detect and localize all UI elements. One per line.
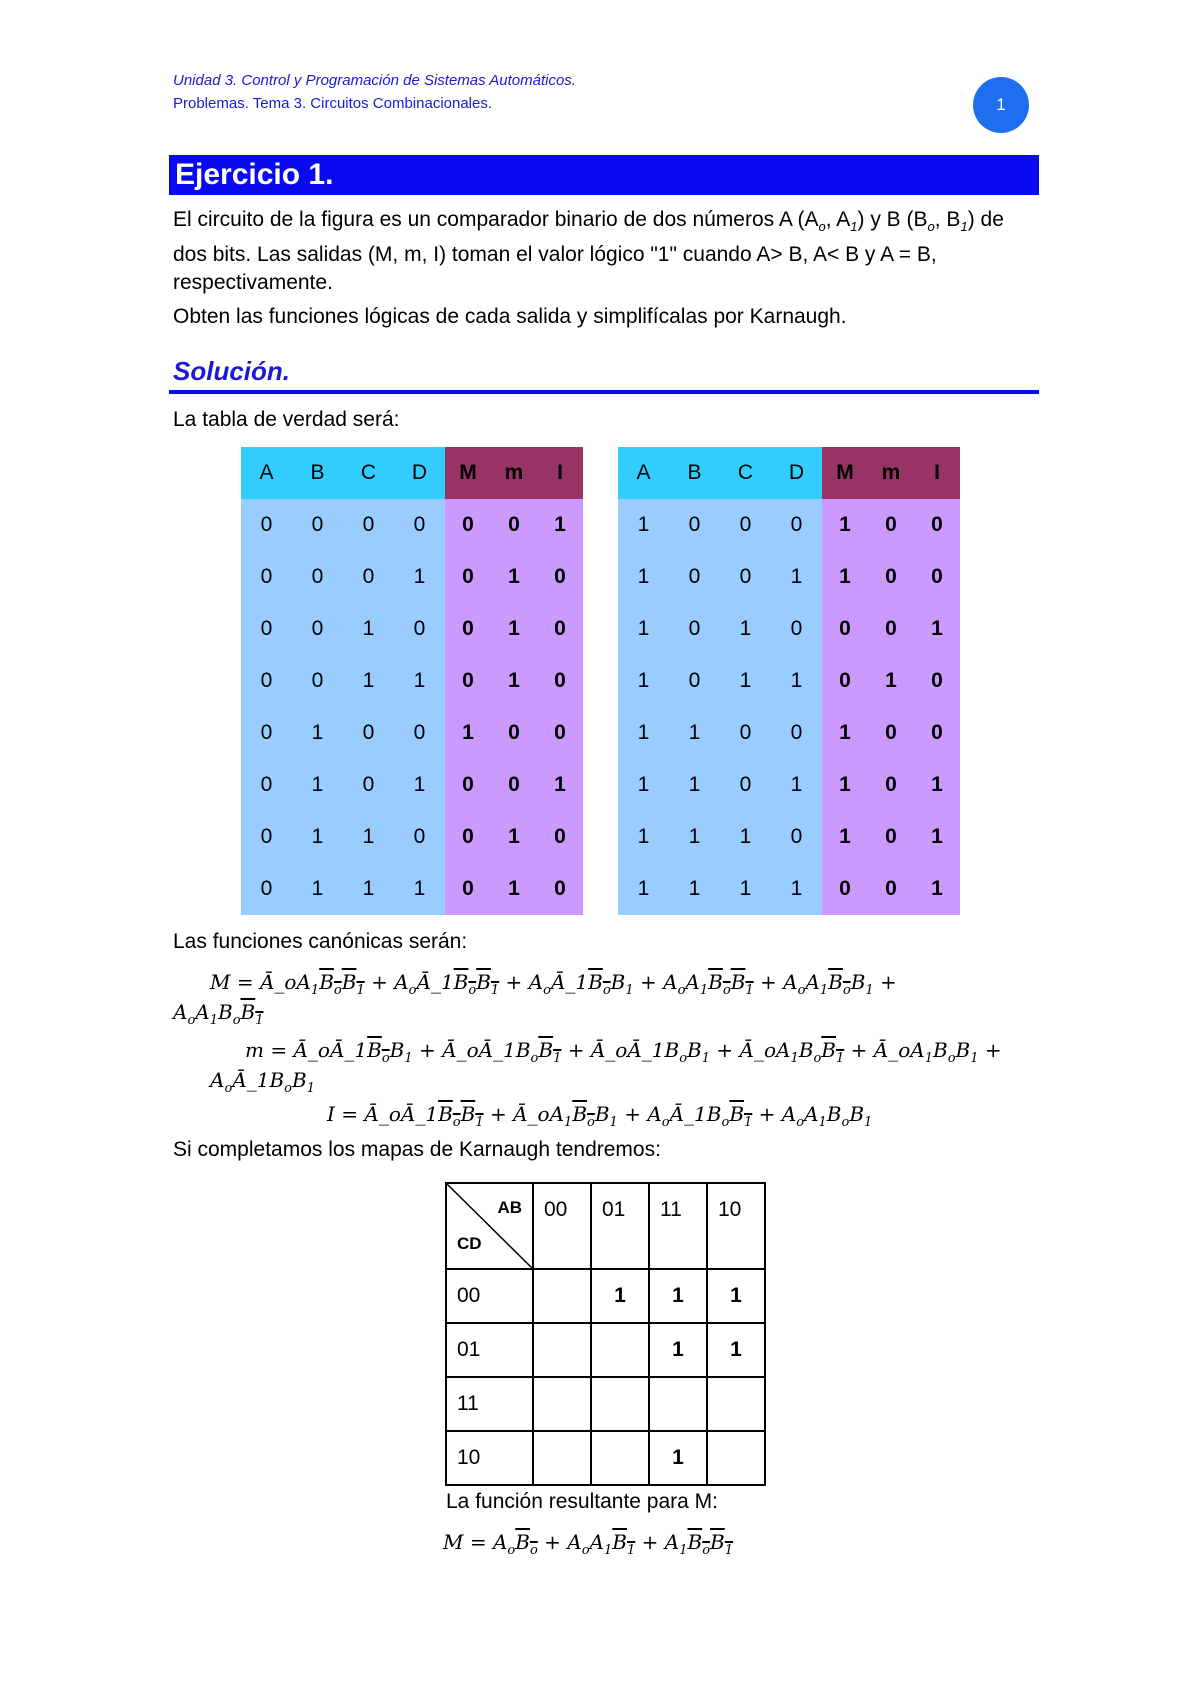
kmap-cell xyxy=(591,1377,649,1431)
truth-table-cell: 0 xyxy=(868,499,914,551)
truth-table-cell: 0 xyxy=(394,811,445,863)
truth-table-cell: 0 xyxy=(537,863,583,915)
truth-table-cell: 0 xyxy=(241,863,292,915)
truth-table-header: B xyxy=(669,447,720,499)
equation-I: $I = Ā\_oĀ\_1B_oB_1$ + $Ā\_oA_1B_oB_1$ + $A_oĀ\_1B_oB_1 + A_oA_1B_oB_1$ xyxy=(327,1102,873,1130)
kmap-cell xyxy=(533,1431,591,1485)
truth-table-right xyxy=(618,447,960,915)
truth-table-header-row xyxy=(618,447,960,499)
truth-table-cell: 0 xyxy=(394,707,445,759)
truth-table-row xyxy=(241,655,583,707)
truth-table-cell: 0 xyxy=(868,603,914,655)
truth-table-cell: 1 xyxy=(822,811,868,863)
truth-table-cell: 1 xyxy=(343,863,394,915)
equation-M-result: $M = A_oB_o + A_oA_1B_1 + A_1B_oB_1$ xyxy=(443,1530,733,1558)
truth-table-cell: 1 xyxy=(771,863,822,915)
truth-table-header: M xyxy=(445,447,491,499)
truth-table-cell: 0 xyxy=(292,551,343,603)
truth-table-cell: 1 xyxy=(394,551,445,603)
truth-table-cell: 1 xyxy=(491,811,537,863)
page-number-badge: 1 xyxy=(973,77,1029,133)
truth-table-cell: 0 xyxy=(669,551,720,603)
truth-table-cell: 1 xyxy=(491,655,537,707)
truth-table-cell: 0 xyxy=(669,499,720,551)
truth-table-cell: 0 xyxy=(537,655,583,707)
truth-table-cell: 0 xyxy=(292,603,343,655)
truth-table-cell: 1 xyxy=(720,655,771,707)
truth-table-row xyxy=(618,551,960,603)
truth-table-row xyxy=(241,603,583,655)
truth-table-cell: 1 xyxy=(822,551,868,603)
kmap-row-label: 00 xyxy=(446,1269,533,1323)
truth-table-row xyxy=(618,603,960,655)
truth-table-cell: 1 xyxy=(669,811,720,863)
truth-table-cell: 1 xyxy=(445,707,491,759)
kmap-cell xyxy=(591,1323,649,1377)
truth-table-cell: 0 xyxy=(771,499,822,551)
truth-table-cell: 1 xyxy=(292,811,343,863)
truth-table-cell: 1 xyxy=(343,603,394,655)
truth-table-cell: 1 xyxy=(771,655,822,707)
kmap-corner xyxy=(446,1183,533,1269)
truth-table-cell: 0 xyxy=(445,603,491,655)
kmap-corner-ab: AB xyxy=(497,1198,522,1217)
header-topic: Problemas. Tema 3. Circuitos Combinacionales. xyxy=(173,95,493,112)
kmap-cell xyxy=(533,1269,591,1323)
truth-table-cell: 1 xyxy=(618,863,669,915)
truth-table-cell: 0 xyxy=(491,759,537,811)
truth-table-cell: 0 xyxy=(241,707,292,759)
kmap-cell: 1 xyxy=(707,1323,765,1377)
truth-table-cell: 1 xyxy=(343,811,394,863)
truth-table-cell: 0 xyxy=(822,863,868,915)
truth-table-cell: 1 xyxy=(394,655,445,707)
truth-table-cell: 1 xyxy=(914,603,960,655)
karnaugh-label: Si completamos los mapas de Karnaugh tendremos: xyxy=(173,1138,661,1161)
equation-M-line1: $M = Ā\_oA_1B_oB_1$ + $A_oĀ\_1B_oB_1$ + $A_oĀ\_1B_oB_1 + A_oA_1B_oB_1 + A_oA_1B_oB_1$ + xyxy=(210,970,897,998)
truth-table-left xyxy=(241,447,583,915)
truth-table-cell: 0 xyxy=(445,551,491,603)
truth-table-header: C xyxy=(720,447,771,499)
kmap-cell xyxy=(707,1431,765,1485)
truth-table-cell: 0 xyxy=(445,863,491,915)
truth-table-cell: 0 xyxy=(445,759,491,811)
truth-table-cell: 0 xyxy=(868,863,914,915)
truth-table-cell: 0 xyxy=(720,551,771,603)
truth-table-cell: 0 xyxy=(241,499,292,551)
truth-table-cell: 1 xyxy=(618,499,669,551)
truth-table-header: m xyxy=(868,447,914,499)
truth-table-cell: 0 xyxy=(669,655,720,707)
truth-table-cell: 0 xyxy=(343,707,394,759)
truth-table-header: A xyxy=(241,447,292,499)
truth-table-cell: 1 xyxy=(394,759,445,811)
truth-table-cell: 0 xyxy=(343,499,394,551)
kmap-cell: 1 xyxy=(649,1431,707,1485)
equation-m-line1: $m = Ā\_oĀ\_1B_oB_1$ + $Ā\_oĀ\_1B_oB_1$ + $Ā\_oĀ\_1B_oB_1$ + $Ā\_oA_1B_oB_1$ + $Ā\_oA_1B_oB_1$ + xyxy=(245,1038,1002,1066)
truth-table-cell: 1 xyxy=(292,707,343,759)
truth-table-cell: 0 xyxy=(241,759,292,811)
kmap-cell xyxy=(533,1323,591,1377)
equation-m-line2: $A_oĀ\_1B_oB_1$ xyxy=(210,1068,315,1096)
kmap-cell: 1 xyxy=(649,1323,707,1377)
result-label: La función resultante para M: xyxy=(446,1490,718,1513)
kmap-col-header: 10 xyxy=(707,1183,765,1269)
truth-table-header: m xyxy=(491,447,537,499)
truth-table-cell: 1 xyxy=(771,551,822,603)
equation-M-line2: $A_oA_1B_oB_1$ xyxy=(173,1000,264,1028)
truth-table-header: I xyxy=(537,447,583,499)
truth-table-row xyxy=(241,551,583,603)
truth-table-cell: 0 xyxy=(292,499,343,551)
exercise-title: Ejercicio 1. xyxy=(169,155,1039,195)
kmap-row-label: 11 xyxy=(446,1377,533,1431)
truth-table-cell: 0 xyxy=(491,707,537,759)
truth-table-cell: 1 xyxy=(618,707,669,759)
truth-table-cell: 0 xyxy=(343,551,394,603)
truth-table-cell: 1 xyxy=(822,707,868,759)
truth-table-cell: 0 xyxy=(394,499,445,551)
truth-table-header: I xyxy=(914,447,960,499)
canonical-label: Las funciones canónicas serán: xyxy=(173,930,468,953)
truth-table-cell: 1 xyxy=(343,655,394,707)
truth-table-header: C xyxy=(343,447,394,499)
truth-table-cell: 1 xyxy=(720,863,771,915)
truth-table-cell: 0 xyxy=(445,655,491,707)
truth-table-cell: 0 xyxy=(241,551,292,603)
truth-table-row xyxy=(241,759,583,811)
truth-table-row xyxy=(618,863,960,915)
truth-table-cell: 0 xyxy=(445,811,491,863)
truth-table-cell: 1 xyxy=(618,655,669,707)
truth-table-cell: 1 xyxy=(771,759,822,811)
truth-table-row xyxy=(241,707,583,759)
truth-table-cell: 1 xyxy=(669,759,720,811)
truth-table-cell: 1 xyxy=(822,759,868,811)
kmap-cell xyxy=(591,1431,649,1485)
truth-table-header: M xyxy=(822,447,868,499)
truth-table-cell: 0 xyxy=(868,759,914,811)
truth-table-cell: 0 xyxy=(868,707,914,759)
truth-table-cell: 0 xyxy=(669,603,720,655)
truth-table-cell: 0 xyxy=(241,811,292,863)
truth-table-row xyxy=(241,863,583,915)
kmap-corner-cd: CD xyxy=(457,1234,482,1253)
truth-table-cell: 0 xyxy=(914,499,960,551)
truth-table-cell: 1 xyxy=(868,655,914,707)
truth-table-cell: 0 xyxy=(445,499,491,551)
truth-table-row xyxy=(618,499,960,551)
truth-table-cell: 0 xyxy=(720,759,771,811)
truth-table-row xyxy=(618,759,960,811)
truth-table-header: D xyxy=(394,447,445,499)
truth-table-label: La tabla de verdad será: xyxy=(173,408,400,431)
truth-table-cell: 0 xyxy=(292,655,343,707)
truth-table-cell: 0 xyxy=(537,551,583,603)
truth-table-cell: 0 xyxy=(914,655,960,707)
truth-table-cell: 1 xyxy=(537,759,583,811)
kmap-cell: 1 xyxy=(707,1269,765,1323)
truth-table-cell: 1 xyxy=(618,603,669,655)
truth-table-cell: 0 xyxy=(491,499,537,551)
kmap-col-header: 01 xyxy=(591,1183,649,1269)
solution-divider xyxy=(169,390,1039,394)
truth-table-row xyxy=(618,811,960,863)
kmap-corner-diagonal xyxy=(447,1184,532,1268)
truth-table-cell: 0 xyxy=(771,707,822,759)
truth-table-cell: 0 xyxy=(771,603,822,655)
truth-table-cell: 1 xyxy=(669,707,720,759)
truth-table-cell: 1 xyxy=(914,759,960,811)
truth-table-cell: 1 xyxy=(292,759,343,811)
truth-table-cell: 0 xyxy=(822,603,868,655)
truth-table-cell: 0 xyxy=(241,655,292,707)
truth-table-header: A xyxy=(618,447,669,499)
truth-table-cell: 0 xyxy=(822,655,868,707)
truth-table-cell: 1 xyxy=(720,603,771,655)
kmap-cell: 1 xyxy=(649,1269,707,1323)
truth-table-cell: 0 xyxy=(914,551,960,603)
exercise-task: Obten las funciones lógicas de cada salida y simplifícalas por Karnaugh. xyxy=(173,305,847,328)
kmap-row-label: 01 xyxy=(446,1323,533,1377)
kmap-cell xyxy=(707,1377,765,1431)
kmap-cell xyxy=(533,1377,591,1431)
truth-table-cell: 0 xyxy=(914,707,960,759)
truth-table-cell: 1 xyxy=(914,811,960,863)
truth-table-cell: 0 xyxy=(537,811,583,863)
header-unit: Unidad 3. Control y Programación de Sistemas Automáticos. xyxy=(173,72,576,89)
truth-table-cell: 0 xyxy=(343,759,394,811)
truth-table-cell: 1 xyxy=(394,863,445,915)
exercise-statement: El circuito de la figura es un comparador binario de dos números A ($A_o$, $A_1$) y B ($B_o$, $B_1$) de dos bits. Las salidas (M, m, I) toman el valor lógico "1" cuando A> B, A< B y A = B, respectivamente. xyxy=(173,208,1004,295)
truth-table-cell: 0 xyxy=(868,811,914,863)
truth-table-row xyxy=(241,499,583,551)
solution-title: Solución. xyxy=(173,356,290,386)
kmap-cell xyxy=(649,1377,707,1431)
truth-table-cell: 1 xyxy=(491,863,537,915)
truth-table-row xyxy=(618,655,960,707)
truth-table-cell: 1 xyxy=(618,551,669,603)
truth-table-cell: 0 xyxy=(537,707,583,759)
kmap-cell: 1 xyxy=(591,1269,649,1323)
truth-table-cell: 0 xyxy=(868,551,914,603)
truth-table-cell: 1 xyxy=(720,811,771,863)
kmap-col-header: 00 xyxy=(533,1183,591,1269)
truth-table-header-row xyxy=(241,447,583,499)
truth-table-cell: 0 xyxy=(720,499,771,551)
truth-table-cell: 1 xyxy=(491,551,537,603)
karnaugh-map-M xyxy=(445,1182,766,1486)
truth-table-cell: 1 xyxy=(822,499,868,551)
truth-table-cell: 1 xyxy=(618,811,669,863)
truth-table-cell: 1 xyxy=(491,603,537,655)
truth-table-header: B xyxy=(292,447,343,499)
kmap-col-header: 11 xyxy=(649,1183,707,1269)
truth-table-cell: 1 xyxy=(618,759,669,811)
truth-table-cell: 0 xyxy=(241,603,292,655)
truth-table-header: D xyxy=(771,447,822,499)
truth-table-cell: 0 xyxy=(771,811,822,863)
truth-table-cell: 1 xyxy=(537,499,583,551)
truth-table-row xyxy=(618,707,960,759)
truth-table-cell: 0 xyxy=(537,603,583,655)
truth-table-cell: 0 xyxy=(394,603,445,655)
truth-table-cell: 0 xyxy=(720,707,771,759)
kmap-row-label: 10 xyxy=(446,1431,533,1485)
truth-table-cell: 1 xyxy=(914,863,960,915)
truth-table-cell: 1 xyxy=(292,863,343,915)
truth-table-cell: 1 xyxy=(669,863,720,915)
truth-table-row xyxy=(241,811,583,863)
